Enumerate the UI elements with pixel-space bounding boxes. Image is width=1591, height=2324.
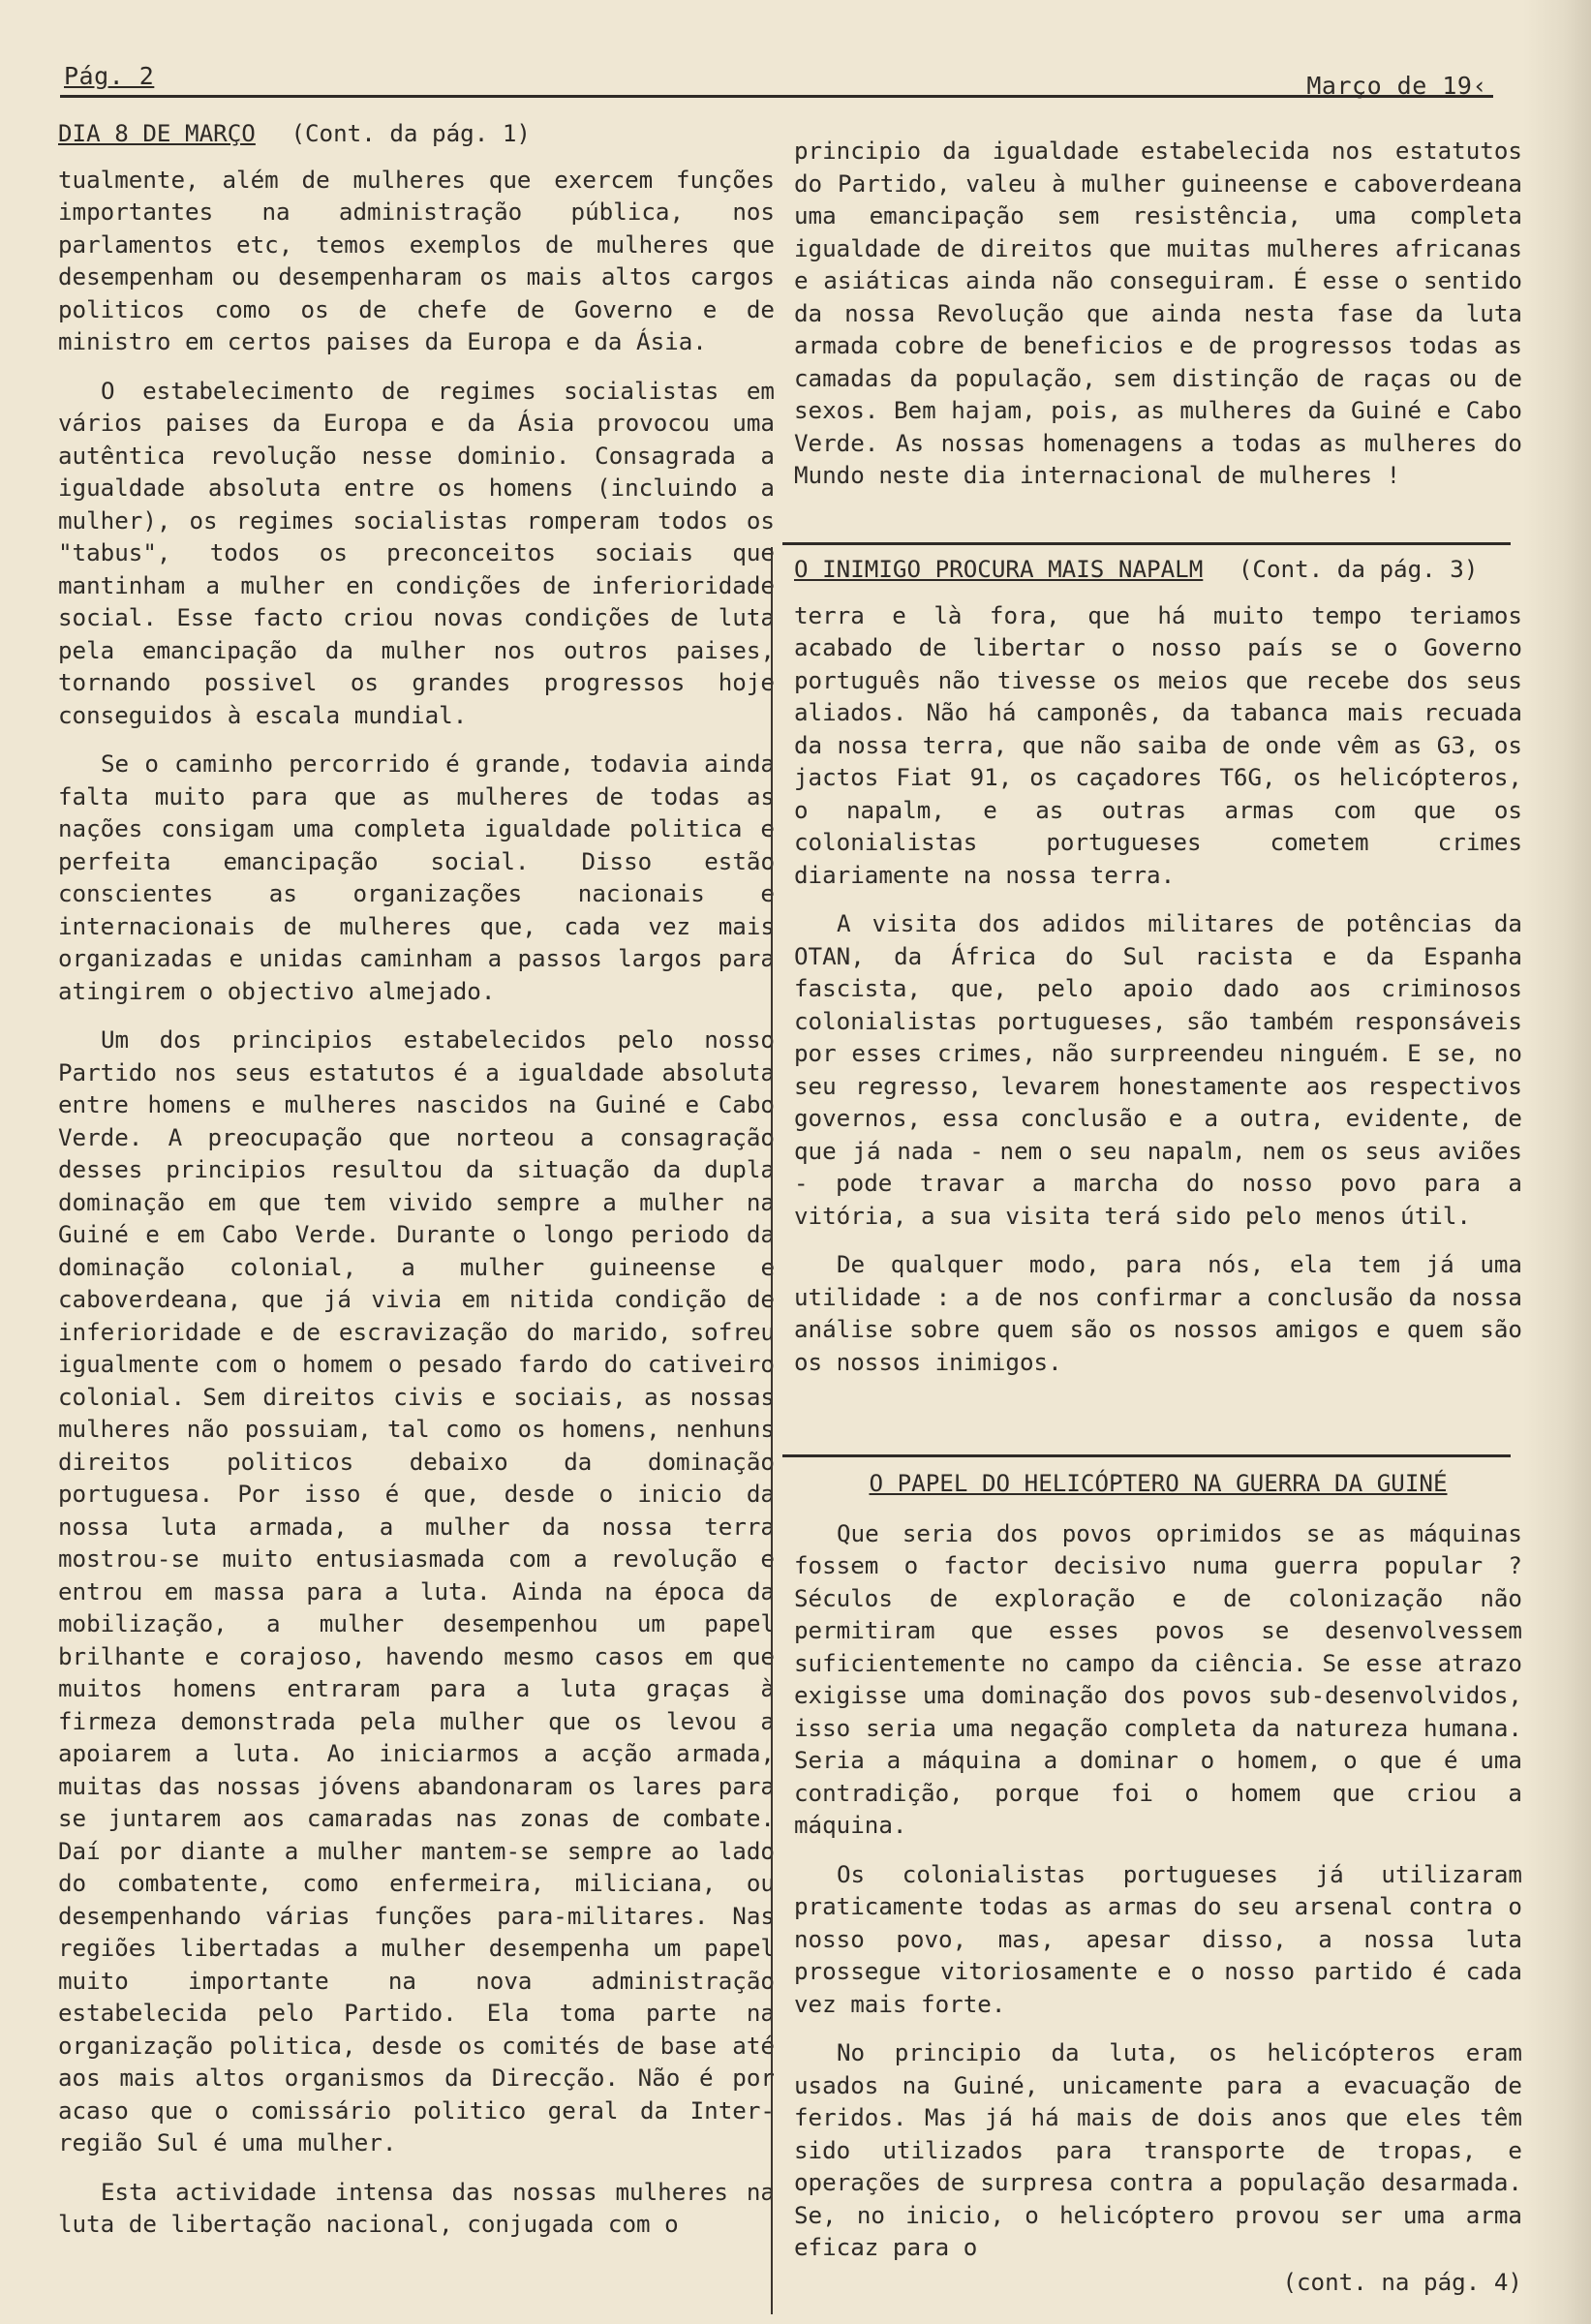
paragraph: terra e là fora, que há muito tempo teriamos acabado de libertar o nosso país se o Governo português não tivesse os meios que recebe dos seus aliados. Não há camponês, da tabanca mais recuada da nossa terra, que não saiba de onde vêm as G3, os jactos Fiat 91, os caçadores T6G, os helicópteros, o napalm, e as outras armas com que os colonialistas portugueses cometem crimes diariamente na nossa terra. [794,601,1522,889]
paragraph: Um dos principios estabelecidos pelo nosso Partido nos seus estatutos é a igualdade absoluta entre homens e mulheres nascidos na Guiné e Cabo Verde. A preocupação que norteou a consagração desses principios resultou da situação da dupla dominação em que tem vivido sempre a mulher na Guiné e em Cabo Verde. Durante o longo periodo da dominação colonial, a mulher guineense e caboverdeana, que já vivia em nitida condição de inferioridade e de escravização do marido, sofreu igualmente com o homem o pesado fardo do cativeiro colonial. Sem direitos civis e sociais, as nossas mulheres não possuiam, tal como os homens, nenhuns direitos politicos debaixo da dominação portuguesa. Por isso é que, desde o inicio da nossa luta armada, a mulher da nossa terra mostrou-se muito entusiasmada com a revolução e entrou em massa para a luta. Ainda na época da mobilização, a mulher desempenhou um papel brilhante e corajoso, havendo mesmo casos em que muitos homens entraram para a luta graças à firmeza demonstrada pela mulher que os levou a apoiarem a luta. Ao iniciarmos a acção armada, muitas das nossas jóvens abandonaram os lares para se juntarem aos camaradas nas zonas de combate. Daí por diante a mulher mantem-se sempre ao lado do combatente, como enfermeira, miliciana, ou desempenhando várias funções para-militares. Nas regiões libertadas a mulher desempenha um papel muito importante na nova administração estabelecida pelo Partido. Ela toma parte na organização politica, desde os comités de base até aos mais altos organismos da Direcção. Não é por acaso que o comissário politico geral da Inter-região Sul é uma mulher. [58,1026,775,2156]
issue-date: Março de 19‹ [1306,72,1487,100]
article-heading [794,554,1522,587]
article-title: O PAPEL DO HELICÓPTERO NA GUERRA DA GUINÉ [869,1470,1448,1497]
paragraph: No principio da luta, os helicópteros eram usados na Guiné, unicamente para a evacuação de feridos. Mas já há mais de dois anos que eles têm sido utilizados para transporte de tropas, e operações de surpresa contra a população desarmada. Se, no inicio, o helicóptero provou ser uma arma eficaz para o [794,2039,1522,2261]
paragraph: tualmente, além de mulheres que exercem funções importantes na administração pública, nos parlamentos etc, temos exemplos de mulheres que desempenham ou desempenharam os mais altos cargos politicos como os de chefe de Governo e de ministro em certos paises da Europa e da Ásia. [58,166,775,355]
paragraph: principio da igualdade estabelecida nos estatutos do Partido, valeu à mulher guineense e caboverdeana uma emancipação sem resistência, uma completa igualdade de direitos que muitas mulheres africanas e asiáticas ainda não conseguiram. É esse o sentido da nossa Revolução que ainda nesta fase da luta armada cobre de beneficios e de progressos todas as camadas da população, sem distinção de raças ou de sexos. Bem hajam, pois, as mulheres da Guiné e Cabo Verde. As nossas homenagens a todas as mulheres do Mundo neste dia internacional de mulheres ! [794,138,1522,489]
continued-note: (cont. na pág. 4) [1282,2268,1522,2296]
left-column [58,118,775,2258]
continuation-note: (Cont. da pág. 3) [1238,556,1479,583]
page-header [64,56,1487,100]
paragraph: Que seria dos povos oprimidos se as máquinas fossem o factor decisivo numa guerra popular ? Séculos de exploração e de colonização não permitiram que esses povos se desenvolvessem suficientemente no campo da ciência. Se esse atrazo exigisse uma dominação dos povos sub-desenvolvidos, isso seria uma negação completa da natureza humana. Seria a máquina a dominar o homem, o que é uma contradição, porque foi o homem que criou a máquina. [794,1519,1522,1839]
section-rule [782,1454,1511,1457]
paragraph: O estabelecimento de regimes socialistas em vários paises da Europa e da Ásia provocou uma autêntica revolução nesse dominio. Consagrada a igualdade absoluta entre os homens (incluindo a mulher), os regimes socialistas romperam todos os "tabus", todos os preconceitos sociais que mantinham a mulher en condições de inferioridade social. Esse facto criou novas condições de luta pela emancipação da mulher nos outros paises, tornando possivel os grandes progressos hoje conseguidos à escala mundial. [58,377,775,729]
continuation-note: (Cont. da pág. 1) [291,120,531,147]
article-helicoptero [794,1468,1522,2299]
page-number: Pág. 2 [64,62,155,90]
paragraph: De qualquer modo, para nós, ela tem já uma utilidade : a de nos confirmar a conclusão da nossa análise sobre quem são os nossos amigos e quem são os nossos inimigos. [794,1251,1522,1376]
article-inimigo-napalm [794,554,1522,1395]
right-column-continuation [794,136,1522,509]
article-title: DIA 8 DE MARÇO [58,120,256,147]
paragraph: Se o caminho percorrido é grande, todavia ainda falta muito para que as mulheres de todas as nações consigam uma completa igualdade politica e perfeita emancipação social. Disso estão conscientes as organizações nacionais e internacionais de mulheres que, cada vez mais organizadas e unidas caminham a passos largos para atingirem o objectivo almejado. [58,750,775,1005]
article-heading-dia-8 [58,118,775,151]
paragraph: A visita dos adidos militares de potências da OTAN, da África do Sul racista e da Espanha fascista, que, pelo apoio dado aos criminosos colonialistas portugueses, são também responsáveis por esses crimes, não surpreendeu ninguém. E se, no seu regresso, levarem honestamente aos respectivos governos, essa conclusão e a outra, evidente, de que já nada - nem o seu napalm, nem os seus aviões - pode travar a marcha do nosso povo para a vitória, a sua visita terá sido pelo menos útil. [794,910,1522,1230]
article-title: O INIMIGO PROCURA MAIS NAPALM [794,556,1204,583]
page-fold-shadow [1523,0,1591,2324]
column-divider [771,547,773,2314]
paragraph: Esta actividade intensa das nossas mulheres na luta de libertação nacional, conjugada com o [58,2178,775,2238]
header-rule [60,95,1493,98]
paragraph: Os colonialistas portugueses já utilizaram praticamente todas as armas do seu arsenal contra o nosso povo, mas, apesar disso, a nossa luta prossegue vitoriosamente e o nosso partido é cada vez mais forte. [794,1860,1522,2018]
section-rule [782,542,1511,545]
